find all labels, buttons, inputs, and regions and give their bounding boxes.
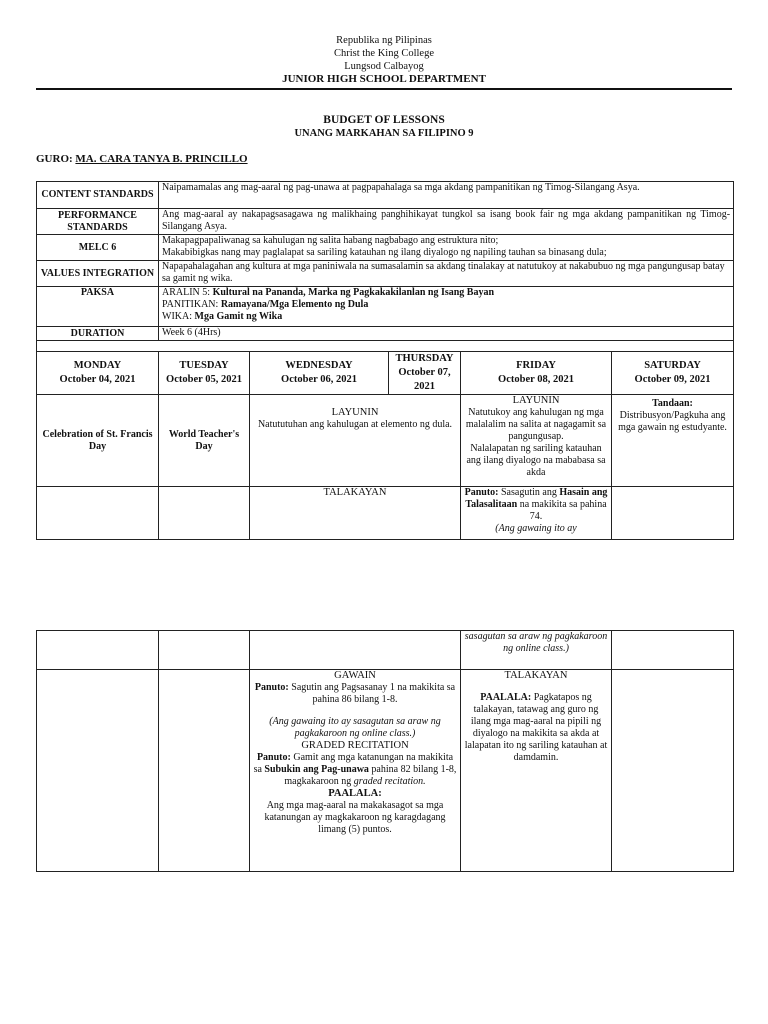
gawain-panuto xyxy=(253,682,457,706)
department-name: JUNIOR HIGH SCHOOL DEPARTMENT xyxy=(282,73,486,85)
empty-cell xyxy=(612,487,734,540)
spacer xyxy=(464,682,608,692)
empty-cell xyxy=(37,631,159,670)
paalala-text: Ang mga mag-aaral na makakasagot sa mga katanungan ay magkakaroon ng karagdagang limang (5) puntos. xyxy=(264,800,446,835)
values-integration-label: VALUES INTEGRATION xyxy=(37,261,159,287)
paalala-label: PAALALA: xyxy=(480,692,532,703)
day-date: October 06, 2021 xyxy=(281,374,357,385)
day-date: October 04, 2021 xyxy=(59,374,136,385)
panuto-text: Sagutin ang Pagsasanay 1 na makikita sa pahina 86 bilang 1-8. xyxy=(288,682,456,705)
empty-cell xyxy=(159,487,250,540)
paalala-heading: PAALALA: xyxy=(328,788,382,799)
day-name: SATURDAY xyxy=(644,360,701,371)
tuesday-activity: World Teacher's Day xyxy=(159,395,250,487)
friday-panuto-text xyxy=(464,487,608,523)
day-name: THURSDAY xyxy=(395,353,454,364)
melc-label: MELC 6 xyxy=(37,235,159,261)
paksa-row xyxy=(37,287,734,327)
graded-recitation-heading: GRADED RECITATION xyxy=(301,740,409,751)
paksa-label: PAKSA xyxy=(37,287,159,327)
wika-title: Mga Gamit ng Wika xyxy=(194,311,283,322)
graded-text-2: pahina 82 bilang 1-8, magkakaroon ng xyxy=(284,764,457,787)
document-titles xyxy=(0,113,768,141)
teacher-line xyxy=(36,153,248,165)
panuto-text: Sasagutin ang xyxy=(498,487,560,498)
layunin-row xyxy=(37,395,734,487)
aralin-prefix: ARALIN 5: xyxy=(162,287,213,298)
empty-cell xyxy=(612,670,734,872)
talakayan-row-continued xyxy=(37,631,734,670)
friday-layunin-cell xyxy=(461,395,612,487)
saturday-tandaan-text: Distribusyon/Pagkuha ang mga gawain ng estudyante. xyxy=(618,410,727,433)
paksa-cell xyxy=(159,287,734,327)
friday-layunin-text-2: Nalalapatan ng sariling katauhan ang ilang diyalogo na mababasa sa akda xyxy=(466,443,606,478)
day-header-saturday xyxy=(612,352,734,395)
performance-standards-text: Ang mag-aaral ay nakapagsasagawa ng malikhaing panghihikayat tungkol sa isang book fair ng mga akdang pampanitikan ng Timog-Silangang Asya. xyxy=(159,209,734,235)
gawain-note: (Ang gawaing ito ay sasagutan sa araw ng pagkakaroon ng online class.) xyxy=(269,716,441,739)
lesson-table-top xyxy=(36,181,734,540)
day-header-friday xyxy=(461,352,612,395)
friday-layunin-text-1: Natutukoy ang kahulugan ng mga malalalim na salita at nagagamit sa pangungusap. xyxy=(465,407,607,442)
talakayan-row-top xyxy=(37,487,734,540)
wednesday-layunin-heading: LAYUNIN xyxy=(331,407,379,418)
melc-competency-2: Makabibigkas nang may paglalapat sa sariling katauhan ng ilang diyalogo ng napiling tauhan sa binasang dula; xyxy=(162,247,607,258)
paalala-body: Pagkatapos ng talakayan, tatawag ang guro ng ilang mga mag-aaral na pipili ng diyalogo na makikita sa akda at lalapatan ito ng sariling katauhan at damdamin. xyxy=(464,692,608,763)
empty-cell xyxy=(159,631,250,670)
header-divider xyxy=(36,88,732,90)
spacer-cell xyxy=(37,341,734,352)
day-header-wednesday xyxy=(250,352,389,395)
day-header-monday xyxy=(37,352,159,395)
aralin-line xyxy=(162,287,730,299)
panitikan-prefix: PANITIKAN: xyxy=(162,299,221,310)
saturday-tandaan-heading: Tandaan: xyxy=(652,398,693,409)
graded-italic: graded recitation. xyxy=(353,776,426,787)
friday-paalala-text xyxy=(464,692,608,764)
day-name: TUESDAY xyxy=(179,360,229,371)
panuto-label: Panuto: xyxy=(254,682,289,693)
header-line-3: Lungsod Calbayog xyxy=(344,61,424,72)
empty-cell xyxy=(159,670,250,872)
empty-cell xyxy=(37,487,159,540)
friday-note-start: (Ang gawaing ito ay xyxy=(495,523,577,534)
friday-layunin-heading: LAYUNIN xyxy=(512,395,560,406)
panuto-rest: na makikita sa pahina 74. xyxy=(517,499,607,522)
monday-activity: Celebration of St. Francis Day xyxy=(37,395,159,487)
duration-label: DURATION xyxy=(37,327,159,341)
header-line-1: Republika ng Pilipinas xyxy=(336,35,432,46)
teacher-name: MA. CARA TANYA B. PRINCILLO xyxy=(75,153,248,165)
subukin-title: Subukin ang Pag-unawa xyxy=(264,764,369,775)
melc-row xyxy=(37,235,734,261)
day-name: FRIDAY xyxy=(516,360,556,371)
performance-standards-label: PERFORMANCE STANDARDS xyxy=(37,209,159,235)
wika-prefix: WIKA: xyxy=(162,311,195,322)
wednesday-gawain-cell xyxy=(250,670,461,872)
empty-cell xyxy=(250,631,461,670)
duration-row xyxy=(37,327,734,341)
performance-standards-row xyxy=(37,209,734,235)
graded-recitation-text xyxy=(253,752,457,788)
day-date: October 05, 2021 xyxy=(166,374,242,385)
gawain-heading: GAWAIN xyxy=(334,670,376,681)
content-standards-text: Naipamamalas ang mag-aaral ng pag-unawa at pagpapahalaga sa mga akdang pampanitikan ng Timog-Silangang Asya. xyxy=(159,182,734,209)
content-standards-label: CONTENT STANDARDS xyxy=(37,182,159,209)
spacer-row xyxy=(37,341,734,352)
empty-cell xyxy=(612,631,734,670)
day-header-tuesday xyxy=(159,352,250,395)
content-standards-row xyxy=(37,182,734,209)
day-date: October 09, 2021 xyxy=(634,374,711,385)
spacer xyxy=(253,706,457,716)
wika-line xyxy=(162,311,730,323)
panuto-label: Panuto: xyxy=(464,487,499,498)
days-header-row xyxy=(37,352,734,395)
teacher-label: GURO: xyxy=(36,153,76,165)
melc-competency-1: Makapagpapaliwanag sa kahulugan ng salita habang nagbabago ang estruktura nito; xyxy=(162,235,499,246)
wednesday-layunin-text: Natututuhan ang kahulugan at elemento ng dula. xyxy=(257,419,453,430)
empty-cell xyxy=(37,670,159,872)
header-line-2: Christ the King College xyxy=(333,48,435,59)
graded-text-1: Gamit ang mga katanungan na makikita sa xyxy=(253,752,454,775)
values-integration-text: Napapahalagahan ang kultura at mga paniniwala na sumasalamin sa akdang tinalakay at natutukoy at nakabubuo ng mga pangungusap batay sa gamit ng wika. xyxy=(159,261,734,287)
values-integration-row xyxy=(37,261,734,287)
wednesday-layunin-cell xyxy=(250,395,461,487)
day-date: October 07, 2021 xyxy=(398,367,451,392)
aralin-title: Kultural na Pananda, Marka ng Pagkakakilanlan ng Isang Bayan xyxy=(212,287,495,298)
panuto-label: Panuto: xyxy=(256,752,291,763)
gawain-row xyxy=(37,670,734,872)
lesson-table-bottom xyxy=(36,630,734,872)
document-title: BUDGET OF LESSONS xyxy=(323,114,445,126)
friday-note-continued: sasagutan sa araw ng pagkakaroon ng online class.) xyxy=(461,631,612,670)
day-name: MONDAY xyxy=(73,360,122,371)
day-name: WEDNESDAY xyxy=(285,360,353,371)
wednesday-talakayan-heading: TALAKAYAN xyxy=(250,487,461,540)
day-date: October 08, 2021 xyxy=(498,374,574,385)
friday-talakayan-heading: TALAKAYAN xyxy=(504,670,568,681)
saturday-tandaan-cell xyxy=(612,395,734,487)
panitikan-line xyxy=(162,299,730,311)
hasain-title: Hasain ang Talasalitaan xyxy=(465,487,608,510)
document-subtitle: UNANG MARKAHAN SA FILIPINO 9 xyxy=(294,128,474,139)
friday-talakayan-cell xyxy=(461,670,612,872)
panitikan-title: Ramayana/Mga Elemento ng Dula xyxy=(220,299,369,310)
duration-text: Week 6 (4Hrs) xyxy=(159,327,734,341)
friday-panuto-cell xyxy=(461,487,612,540)
melc-cell xyxy=(159,235,734,261)
school-header xyxy=(0,34,768,86)
day-header-thursday xyxy=(389,352,461,395)
